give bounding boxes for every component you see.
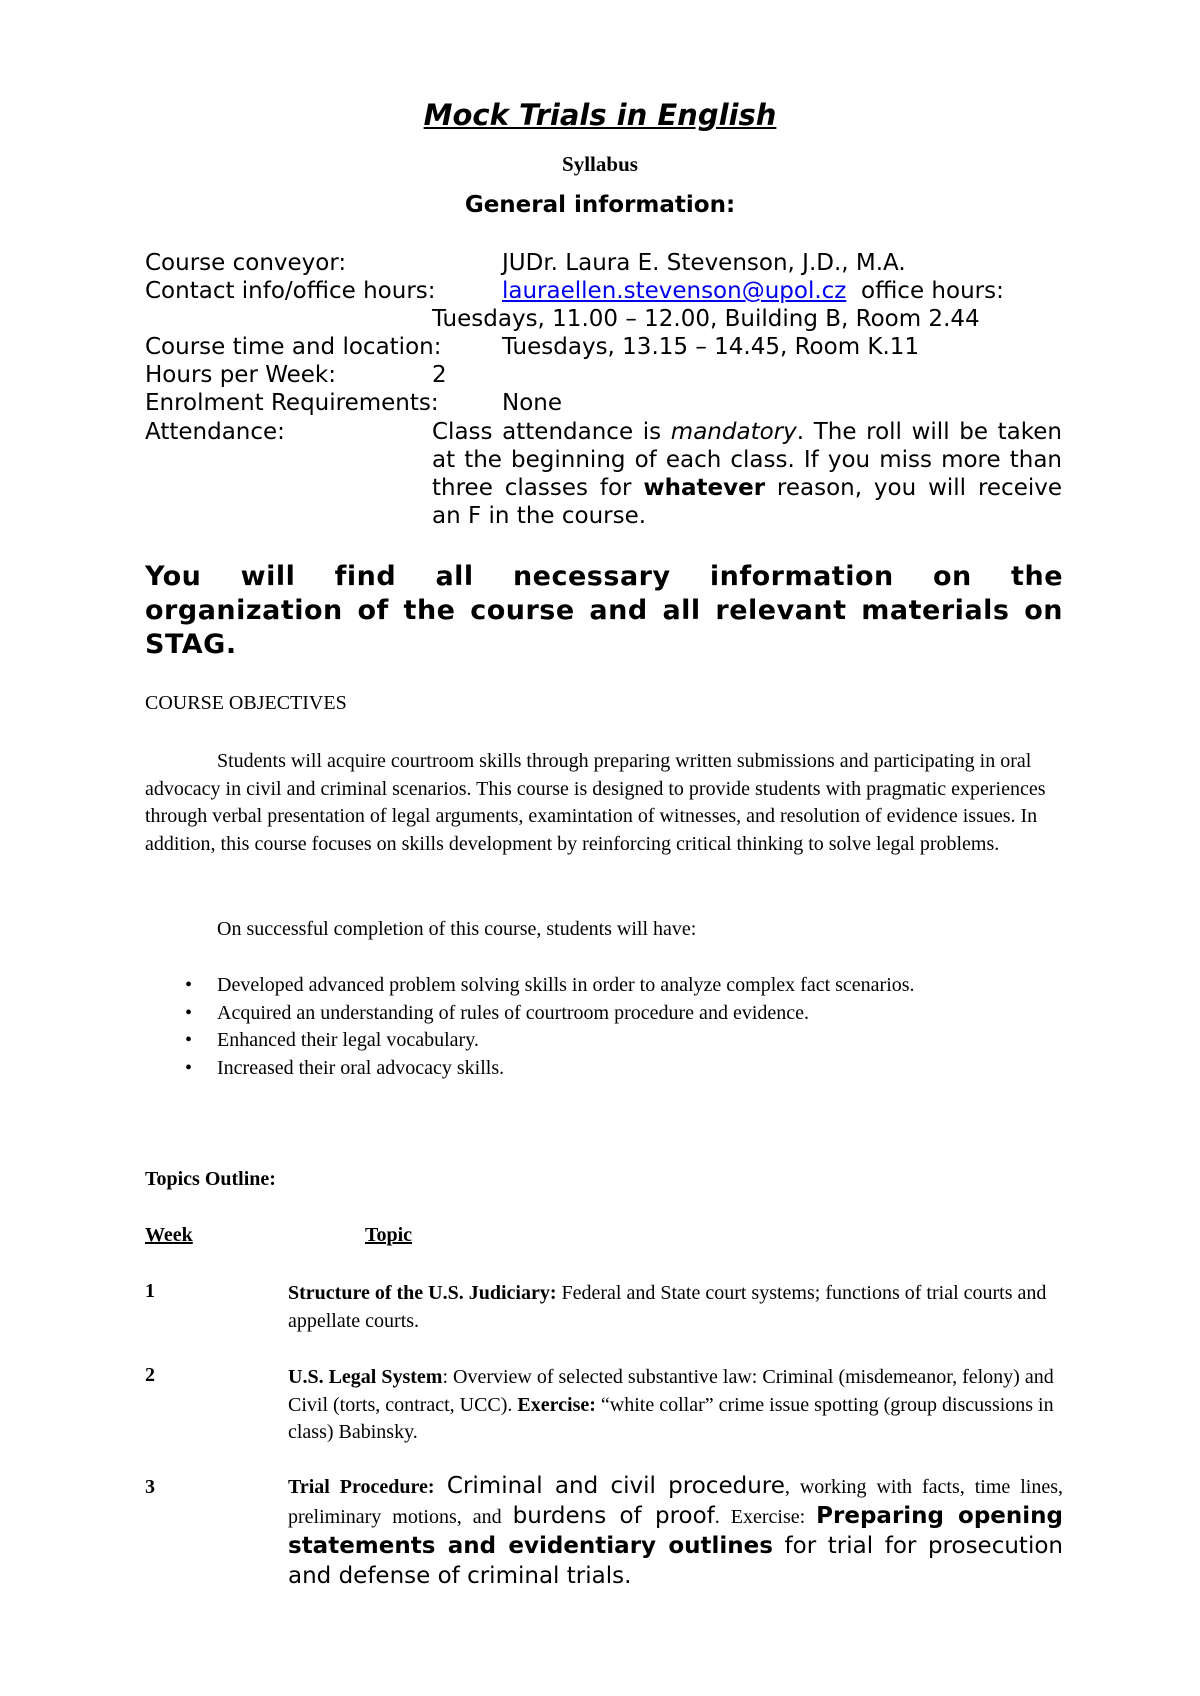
contact-label: Contact info/office hours: bbox=[145, 278, 436, 304]
list-item bbox=[145, 972, 1045, 1000]
enrolment-value: None bbox=[502, 390, 563, 416]
enrolment-label: Enrolment Requirements: bbox=[145, 390, 439, 416]
office-hours-value: Tuesdays, 11.00 – 12.00, Building B, Room 2.44 bbox=[432, 306, 980, 332]
hours-per-week-label: Hours per Week: bbox=[145, 362, 336, 388]
topics-heading: Topics Outline: bbox=[145, 1168, 276, 1190]
topic-column-header: Topic bbox=[365, 1224, 413, 1246]
topic-2-title: U.S. Legal System bbox=[288, 1366, 443, 1388]
attendance-part-2: . The roll will be taken at the beginning of each class. If you miss more than three classes for bbox=[432, 419, 1062, 501]
bullet-text: Increased their oral advocacy skills. bbox=[217, 1056, 505, 1079]
attendance-part-1: Class attendance is bbox=[432, 419, 671, 445]
topic-1-text: Federal and State court systems; functions of trial courts and appellate courts. bbox=[288, 1282, 1047, 1332]
attendance-strong: whatever bbox=[643, 475, 766, 501]
objectives-paragraph: Students will acquire courtroom skills through preparing written submissions and participating in oral advocacy in civil and criminal scenarios. This course is designed to provide students with pragmatic experiences through verbal presentation of legal arguments, examintation of witnesses, and resolution of evidence issues. In addition, this course focuses on skills development by reinforcing critical thinking to solve legal problems. bbox=[145, 750, 1046, 855]
topic-3-exercise-label: . Exercise: bbox=[714, 1506, 817, 1528]
list-item bbox=[145, 1027, 1045, 1055]
document-subtitle: Syllabus bbox=[562, 152, 638, 176]
office-hours-label: office hours: bbox=[861, 278, 1004, 304]
topic-3-exercise-text: for trial for prosecution and defense of criminal trials. bbox=[288, 1533, 1063, 1589]
bullet-text: Acquired an understanding of rules of courtroom procedure and evidence. bbox=[217, 1001, 810, 1024]
course-time-label: Course time and location: bbox=[145, 334, 442, 360]
topic-2-text: : Overview of selected substantive law: Criminal (misdemeanor, felony) and Civil (torts, contract, UCC). bbox=[288, 1366, 1054, 1416]
objectives-bullet-list bbox=[145, 972, 1045, 1082]
contact-email-link[interactable]: lauraellen.stevenson@upol.cz bbox=[502, 278, 847, 304]
bullet-icon: • bbox=[185, 1029, 193, 1051]
document-title: Mock Trials in English bbox=[423, 98, 777, 132]
week-number-2: 2 bbox=[145, 1364, 155, 1386]
bullet-text: Enhanced their legal vocabulary. bbox=[217, 1029, 479, 1051]
hours-per-week-value: 2 bbox=[432, 362, 447, 388]
attendance-text bbox=[432, 418, 1062, 530]
topic-2-exercise-text: “white collar” crime issue spotting (group discussions in class) Babinsky. bbox=[288, 1393, 1054, 1443]
general-info-heading: General information: bbox=[464, 192, 736, 218]
topic-1-title: Structure of the U.S. Judiciary: bbox=[288, 1282, 557, 1304]
conveyor-value: JUDr. Laura E. Stevenson, J.D., M.A. bbox=[502, 250, 906, 276]
list-item bbox=[145, 1055, 1045, 1083]
bullet-icon: • bbox=[185, 1056, 193, 1079]
topic-3-text: , working with facts, time lines, preliminary motions, and bbox=[288, 1476, 1063, 1528]
topic-row-1 bbox=[288, 1280, 1063, 1335]
topic-3-title: Trial Procedure: bbox=[288, 1476, 435, 1498]
attendance-emphasis: mandatory bbox=[670, 419, 797, 445]
topic-2-exercise-label: Exercise: bbox=[517, 1393, 596, 1416]
bullet-icon: • bbox=[185, 1001, 193, 1024]
stag-notice: You will find all necessary information on the organization of the course and all relevant materials on STAG. bbox=[145, 561, 1063, 660]
conveyor-label: Course conveyor: bbox=[145, 250, 347, 276]
topic-3-procedure: Criminal and civil procedure bbox=[434, 1473, 785, 1499]
bullet-text: Developed advanced problem solving skills in order to analyze complex fact scenarios. bbox=[217, 974, 915, 996]
completion-intro: On successful completion of this course, students will have: bbox=[217, 918, 697, 940]
week-column-header: Week bbox=[145, 1224, 193, 1246]
attendance-label: Attendance: bbox=[145, 419, 285, 445]
course-time-value: Tuesdays, 13.15 – 14.45, Room K.11 bbox=[502, 334, 920, 360]
topic-row-2 bbox=[288, 1364, 1063, 1447]
bullet-icon: • bbox=[185, 974, 193, 996]
topic-3-burdens: burdens of proof bbox=[512, 1503, 715, 1529]
topic-3-exercise-bold: Preparing opening statements and evidentiary outlines bbox=[288, 1503, 1063, 1559]
objectives-heading: COURSE OBJECTIVES bbox=[145, 692, 347, 714]
week-number-1: 1 bbox=[145, 1280, 155, 1302]
attendance-part-3: reason, you will receive an F in the course. bbox=[432, 475, 1062, 529]
topic-row-3 bbox=[288, 1472, 1063, 1592]
list-item bbox=[145, 1000, 1045, 1028]
contact-line bbox=[502, 277, 1004, 305]
week-number-3: 3 bbox=[145, 1476, 155, 1498]
